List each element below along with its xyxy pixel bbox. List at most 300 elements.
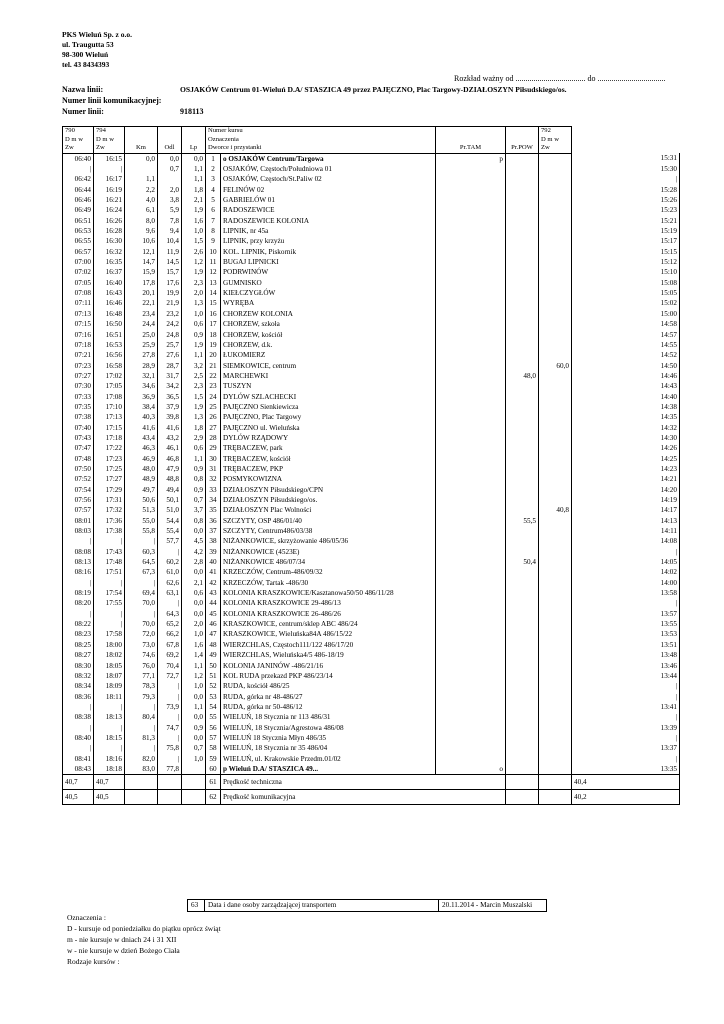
header-label: Dworce i przystanki [206, 144, 436, 153]
odl-b: 1,0 [182, 629, 206, 639]
lp: 37 [206, 526, 221, 536]
lp: 57 [206, 733, 221, 743]
summary-lp: 62 [206, 790, 221, 805]
dep-792: 13:46 [572, 660, 680, 670]
header-prpow [506, 127, 539, 136]
dep-792: 14:05 [572, 557, 680, 567]
km: 55,8 [125, 526, 158, 536]
odl-a: 70,4 [158, 660, 182, 670]
dep-790: 06:42 [63, 174, 94, 184]
dep-790: 07:35 [63, 402, 94, 412]
pr-pow [539, 195, 572, 205]
header-prpow: Pr.POW [506, 144, 539, 153]
odl-b: 0,0 [182, 526, 206, 536]
odl-b: 1,9 [182, 402, 206, 412]
table-row [63, 629, 680, 639]
lp: 49 [206, 650, 221, 660]
pr-pow [539, 598, 572, 608]
dep-790: 08:38 [63, 712, 94, 722]
lp: 51 [206, 671, 221, 681]
operator-block [62, 30, 132, 70]
stop-name: TRĘBACZEW, PKP [221, 464, 436, 474]
dep-790: 07:40 [63, 422, 94, 432]
dep-790: 07:02 [63, 267, 94, 277]
table-row [63, 195, 680, 205]
pr-tam [506, 205, 539, 215]
dep-790: 08:27 [63, 650, 94, 660]
odl-a: 51,0 [158, 505, 182, 515]
pr-pow: 40,8 [539, 505, 572, 515]
km: 43,4 [125, 433, 158, 443]
pr-tam [506, 174, 539, 184]
odl-b: 2,0 [182, 619, 206, 629]
dep-794: 17:02 [94, 371, 125, 381]
pr-tam [506, 588, 539, 598]
table-row [63, 547, 680, 557]
odl-b: 0,0 [182, 598, 206, 608]
dep-790: 07:57 [63, 505, 94, 515]
pr-pow [539, 226, 572, 236]
flag [436, 557, 506, 567]
flag [436, 257, 506, 267]
lp: 50 [206, 660, 221, 670]
flag [436, 753, 506, 763]
dep-792: 15:30 [572, 164, 680, 174]
table-row [63, 495, 680, 505]
odl-b: 0,0 [182, 609, 206, 619]
flag [436, 495, 506, 505]
dep-790: 07:48 [63, 453, 94, 463]
validity-line: Rozkład ważny od ................................... do .................................. [454, 74, 666, 83]
lp: 15 [206, 298, 221, 308]
dep-792: | [572, 753, 680, 763]
dep-794: | [94, 609, 125, 619]
pr-pow [539, 629, 572, 639]
pr-tam [506, 753, 539, 763]
table-row [63, 185, 680, 195]
dep-794: 17:18 [94, 433, 125, 443]
dep-794: 17:23 [94, 453, 125, 463]
pr-tam [506, 329, 539, 339]
table-row [63, 174, 680, 184]
dep-794: 18:18 [94, 764, 125, 775]
operator-city: 98-300 Wieluń [62, 50, 109, 59]
pr-tam [506, 547, 539, 557]
dep-790: | [63, 536, 94, 546]
km: | [125, 578, 158, 588]
odl-b: 1,8 [182, 185, 206, 195]
dep-794: 17:10 [94, 402, 125, 412]
stop-name: DYLÓW SZLACHECKI [221, 391, 436, 401]
pr-tam [506, 422, 539, 432]
dep-794: 18:09 [94, 681, 125, 691]
dep-790: 07:38 [63, 412, 94, 422]
lp: 46 [206, 619, 221, 629]
pr-tam [506, 578, 539, 588]
dep-790: 07:56 [63, 495, 94, 505]
pr-tam [506, 712, 539, 722]
header-lp: Lp [182, 144, 206, 153]
dep-794: | [94, 578, 125, 588]
summary-empty [125, 790, 158, 805]
lp: 33 [206, 485, 221, 495]
pr-tam [506, 195, 539, 205]
odl-b: 2,8 [182, 557, 206, 567]
odl-b: 1,1 [182, 350, 206, 360]
header-course-790: 790 [63, 127, 94, 136]
odl-a: 23,2 [158, 309, 182, 319]
table-row [63, 578, 680, 588]
odl-a: 54,4 [158, 516, 182, 526]
flag [436, 174, 506, 184]
table-row [63, 650, 680, 660]
odl-a: 21,9 [158, 298, 182, 308]
km: 17,8 [125, 278, 158, 288]
table-row [63, 267, 680, 277]
table-row [63, 753, 680, 763]
lp: 13 [206, 278, 221, 288]
lp: 16 [206, 309, 221, 319]
dep-792: | [572, 733, 680, 743]
pr-pow [539, 764, 572, 775]
km: 27,8 [125, 350, 158, 360]
summary-row [63, 790, 680, 805]
lp: 59 [206, 753, 221, 763]
table-row [63, 412, 680, 422]
lp: 25 [206, 402, 221, 412]
dep-790: 07:16 [63, 329, 94, 339]
dep-792: | [572, 174, 680, 184]
stop-name: KOLONIA KRASZKOWICE 26-486/26 [221, 609, 436, 619]
summary-empty [506, 775, 539, 790]
odl-b: 1,8 [182, 422, 206, 432]
flag [436, 619, 506, 629]
odl-a: 34,2 [158, 381, 182, 391]
header-label: Numer kursu [206, 127, 436, 136]
lp: 8 [206, 226, 221, 236]
pr-pow [539, 216, 572, 226]
dep-790: 06:53 [63, 226, 94, 236]
km: 40,3 [125, 412, 158, 422]
lp: 35 [206, 505, 221, 515]
lp: 10 [206, 247, 221, 257]
lp: 24 [206, 391, 221, 401]
lp: 9 [206, 236, 221, 246]
km: 38,4 [125, 402, 158, 412]
km: 70,0 [125, 619, 158, 629]
flag [436, 640, 506, 650]
dep-792: 15:15 [572, 247, 680, 257]
odl-a: 17,6 [158, 278, 182, 288]
km: 25,0 [125, 329, 158, 339]
dep-794: 16:26 [94, 216, 125, 226]
table-row [63, 371, 680, 381]
summary-790: 40,5 [63, 790, 94, 805]
pr-pow [539, 702, 572, 712]
flag [436, 681, 506, 691]
header-course-790: D m w [63, 136, 94, 145]
pr-tam [506, 267, 539, 277]
table-row [63, 350, 680, 360]
dep-790: 07:54 [63, 485, 94, 495]
odl-a: 69,2 [158, 650, 182, 660]
odl-a: 37,9 [158, 402, 182, 412]
dep-792: 15:31 [572, 153, 680, 164]
dep-790: 07:30 [63, 381, 94, 391]
km: 73,0 [125, 640, 158, 650]
lp: 28 [206, 433, 221, 443]
table-row [63, 422, 680, 432]
km: 4,0 [125, 195, 158, 205]
table-row [63, 609, 680, 619]
pr-pow [539, 443, 572, 453]
header-course-794: D m w [94, 136, 125, 145]
dep-794: 16:17 [94, 174, 125, 184]
dep-790: 08:13 [63, 557, 94, 567]
km: 46,3 [125, 443, 158, 453]
pr-pow [539, 557, 572, 567]
pr-tam [506, 236, 539, 246]
stop-name: WIELUŃ, ul. Krakowskie Przedm.01/02 [221, 753, 436, 763]
pr-pow [539, 650, 572, 660]
pr-pow [539, 288, 572, 298]
stop-name: SZCZYTY, Centrum486/03/38 [221, 526, 436, 536]
odl-b: 0,0 [182, 712, 206, 722]
lp: 41 [206, 567, 221, 577]
pr-tam [506, 660, 539, 670]
km: 0,0 [125, 153, 158, 164]
flag [436, 485, 506, 495]
timetable-body [63, 127, 680, 805]
lp: 21 [206, 360, 221, 370]
table-row [63, 226, 680, 236]
flag [436, 340, 506, 350]
line-comm-label: Numer linii komunikacyjnej: [62, 96, 162, 105]
dep-792: 13:39 [572, 722, 680, 732]
table-row [63, 153, 680, 164]
legend-line: w - nie kursuje w dzień Bożego Ciała [67, 946, 180, 955]
lp: 4 [206, 185, 221, 195]
flag [436, 578, 506, 588]
lp: 18 [206, 329, 221, 339]
table-row [63, 733, 680, 743]
stop-name: LIPNIK, nr 45a [221, 226, 436, 236]
flag [436, 288, 506, 298]
pr-tam [506, 474, 539, 484]
table-row [63, 309, 680, 319]
odl-b: 2,3 [182, 278, 206, 288]
stop-name: PAJĘCZNO ul. Wieluńska [221, 422, 436, 432]
km: 77,1 [125, 671, 158, 681]
odl-b: 1,1 [182, 453, 206, 463]
lp: 27 [206, 422, 221, 432]
dep-792: 14:25 [572, 453, 680, 463]
stop-name: SIEMKOWICE, centrum [221, 360, 436, 370]
odl-a: 7,8 [158, 216, 182, 226]
stop-name: FELINÓW 02 [221, 185, 436, 195]
footer-row [187, 899, 547, 912]
dep-794: 16:43 [94, 288, 125, 298]
stop-name: SZCZYTY, OSP 486/01/40 [221, 516, 436, 526]
table-row [63, 485, 680, 495]
dep-790: 08:32 [63, 671, 94, 681]
dep-794: 17:43 [94, 547, 125, 557]
km: 70,0 [125, 598, 158, 608]
dep-794: 16:15 [94, 153, 125, 164]
dep-792: 13:57 [572, 609, 680, 619]
km: 46,9 [125, 453, 158, 463]
stop-name: KRASZKOWICE, centrum/sklep ABC 486/24 [221, 619, 436, 629]
dep-794: | [94, 702, 125, 712]
flag [436, 185, 506, 195]
dep-792: 15:00 [572, 309, 680, 319]
flag [436, 247, 506, 257]
dep-794: 16:51 [94, 329, 125, 339]
stop-name: GABRIELÓW 01 [221, 195, 436, 205]
stop-name: NIŻANKOWICE (4523E) [221, 547, 436, 557]
dep-792: | [572, 598, 680, 608]
table-row [63, 257, 680, 267]
flag [436, 516, 506, 526]
dep-790: 07:27 [63, 371, 94, 381]
dep-792: 13:48 [572, 650, 680, 660]
lp: 42 [206, 578, 221, 588]
pr-tam [506, 153, 539, 164]
dep-794: 17:15 [94, 422, 125, 432]
table-row [63, 598, 680, 608]
dep-794: | [94, 619, 125, 629]
dep-794: 17:31 [94, 495, 125, 505]
dep-792: 14:38 [572, 402, 680, 412]
odl-b: 0,0 [182, 567, 206, 577]
pr-pow [539, 236, 572, 246]
pr-tam [506, 702, 539, 712]
flag [436, 422, 506, 432]
dep-792: 14:11 [572, 526, 680, 536]
table-row [63, 360, 680, 370]
stop-name: p Wieluń D.A/ STASZICA 49... [221, 764, 436, 775]
table-row [63, 567, 680, 577]
odl-b: 1,6 [182, 640, 206, 650]
lp: 55 [206, 712, 221, 722]
stop-name: MARCHEWKI [221, 371, 436, 381]
odl-b: 0,0 [182, 733, 206, 743]
pr-tam [506, 495, 539, 505]
dep-790: 07:18 [63, 340, 94, 350]
table-row [63, 247, 680, 257]
lp: 5 [206, 195, 221, 205]
lp: 3 [206, 174, 221, 184]
odl-b: 1,3 [182, 412, 206, 422]
odl-a: 39,8 [158, 412, 182, 422]
dep-794: 17:25 [94, 464, 125, 474]
dep-794: 18:11 [94, 691, 125, 701]
odl-a: 66,2 [158, 629, 182, 639]
lp: 22 [206, 371, 221, 381]
pr-tam [506, 340, 539, 350]
km: 60,3 [125, 547, 158, 557]
table-row [63, 298, 680, 308]
odl-a: 49,4 [158, 485, 182, 495]
table-row [63, 453, 680, 463]
summary-empty [158, 775, 182, 790]
odl-b: 1,1 [182, 702, 206, 712]
dep-790: 06:57 [63, 247, 94, 257]
stop-name: DYLÓW RZĄDOWY [221, 433, 436, 443]
odl-a: 28,7 [158, 360, 182, 370]
table-row [63, 619, 680, 629]
flag [436, 464, 506, 474]
pr-pow [539, 402, 572, 412]
dep-790: 08:08 [63, 547, 94, 557]
pr-pow [539, 422, 572, 432]
lp: 36 [206, 516, 221, 526]
pr-tam [506, 722, 539, 732]
dep-792: | [572, 691, 680, 701]
pr-pow [539, 433, 572, 443]
lp: 23 [206, 381, 221, 391]
flag [436, 350, 506, 360]
km: 82,0 [125, 753, 158, 763]
pr-pow [539, 733, 572, 743]
odl-a: 43,2 [158, 433, 182, 443]
odl-b: 1,1 [182, 174, 206, 184]
summary-empty [539, 790, 572, 805]
dep-790: 08:36 [63, 691, 94, 701]
pr-tam [506, 567, 539, 577]
table-row [63, 681, 680, 691]
odl-b: 2,5 [182, 371, 206, 381]
flag [436, 216, 506, 226]
flag [436, 691, 506, 701]
odl-a: 72,7 [158, 671, 182, 681]
odl-a: 19,9 [158, 288, 182, 298]
stop-name: RADOSZEWICE KOLONIA [221, 216, 436, 226]
summary-794: 40,5 [94, 790, 125, 805]
km: 2,2 [125, 185, 158, 195]
flag [436, 329, 506, 339]
dep-794: 17:05 [94, 381, 125, 391]
table-row [63, 640, 680, 650]
odl-b: 0,9 [182, 329, 206, 339]
summary-label: Prędkość techniczna [221, 775, 506, 790]
pr-pow [539, 381, 572, 391]
footer-label: Data i dane osoby zarządzającej transportem [204, 900, 336, 911]
odl-a: 61,0 [158, 567, 182, 577]
dep-794: 17:48 [94, 557, 125, 567]
pr-pow [539, 578, 572, 588]
stop-name: DZIAŁOSZYN Piłsudskiego/CPN [221, 485, 436, 495]
table-row [63, 536, 680, 546]
dep-790: 07:21 [63, 350, 94, 360]
dep-794: 16:37 [94, 267, 125, 277]
dep-794: 16:58 [94, 360, 125, 370]
odl-a: 41,6 [158, 422, 182, 432]
summary-792: 40,4 [572, 775, 680, 790]
km: 78,3 [125, 681, 158, 691]
pr-tam [506, 619, 539, 629]
flag [436, 164, 506, 174]
lp: 32 [206, 474, 221, 484]
dep-792: 14:08 [572, 536, 680, 546]
dep-792: 15:23 [572, 205, 680, 215]
dep-790: 06:55 [63, 236, 94, 246]
flag [436, 195, 506, 205]
flag [436, 371, 506, 381]
summary-790: 40,7 [63, 775, 94, 790]
table-row [63, 205, 680, 215]
table-row [63, 764, 680, 775]
